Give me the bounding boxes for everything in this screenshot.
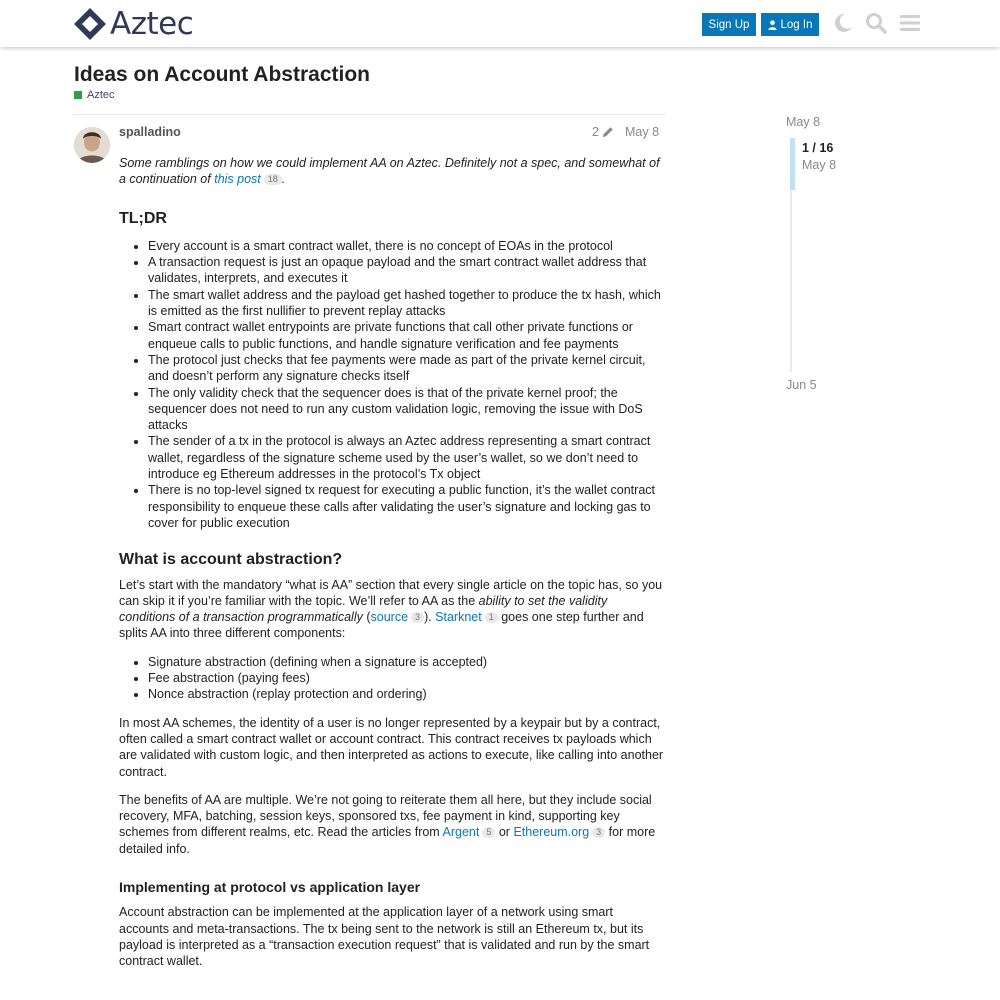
post-intro: Some ramblings on how we could implement AA on Aztec. Definitely not a spec, and somewhat of a continuation of this post 18 . xyxy=(119,156,660,187)
edit-history[interactable] xyxy=(592,125,614,139)
category-badge[interactable] xyxy=(74,89,115,101)
tldr-list xyxy=(148,238,664,531)
timeline-end-date[interactable]: Jun 5 xyxy=(786,378,817,392)
source-link[interactable]: source xyxy=(370,610,409,625)
list-item: • Every account is a smart contract wallet, there is no concept of EOAs in the protocol xyxy=(148,238,664,254)
what-is-aa-heading: What is account abstraction? xyxy=(119,551,343,569)
tldr-heading: TL;DR xyxy=(119,209,167,227)
site-header xyxy=(0,0,1000,47)
topic-timeline xyxy=(786,114,866,394)
dark-mode-toggle-icon[interactable] xyxy=(832,12,854,34)
user-icon xyxy=(768,20,777,30)
category-name: Aztec xyxy=(87,89,115,101)
link-click-count: 18 xyxy=(264,174,282,185)
link-click-count: 5 xyxy=(482,827,495,838)
category-color-swatch xyxy=(74,91,82,99)
list-item: • A transaction request is just an opaque payload and the smart contract wallet address that validates, interprets, and executes it xyxy=(148,254,664,287)
avatar-portrait-icon xyxy=(74,127,110,163)
list-item: • The smart wallet address and the payload get hashed together to produce the tx hash, which is emitted as the first nullifier to prevent replay attacks xyxy=(148,287,664,320)
log-in-label: Log In xyxy=(780,18,813,31)
timeline-position: 1 / 16 xyxy=(802,141,834,155)
log-in-button[interactable] xyxy=(761,13,819,36)
list-item: • The sender of a tx in the protocol is always an Aztec address representing a smart contract wallet, regardless of the signature scheme used by the user’s wallet, so we don’t need to introduce eg Ethereum addresses in the protocol’s Tx object xyxy=(148,433,664,482)
paragraph: Account abstraction can be implemented at the application layer of a network using smart accounts and meta-transactions. The tx being sent to the network is still an Ethereum tx, but its payload is interpreted as a “transaction execution request” that is validated and run by the smart contract wallet. xyxy=(119,905,650,969)
list-item: • Fee abstraction (paying fees) xyxy=(148,670,664,686)
list-item: • Nonce abstraction (replay protection and ordering) xyxy=(148,686,664,702)
timeline-scroll-handle[interactable] xyxy=(790,138,795,190)
topic-title[interactable]: Ideas on Account Abstraction xyxy=(74,63,370,86)
paragraph: In most AA schemes, the identity of a user is no longer represented by a keypair but by a contract, often called a smart contract wallet or account contract. This contract receives tx payloads which are validated with custom logic, and then interpreted as actions to execute, like calling into another contract. xyxy=(119,715,664,779)
this-post-link[interactable]: this post xyxy=(214,172,261,187)
edit-count: 2 xyxy=(592,125,599,139)
list-item: • Smart contract wallet entrypoints are private functions that call other private functions or enqueue calls to public functions, and handle signature verification and fee payments xyxy=(148,319,664,352)
site-logo[interactable] xyxy=(74,6,193,42)
link-click-count: 3 xyxy=(592,827,605,838)
sign-up-button[interactable]: Sign Up xyxy=(702,13,756,36)
post-author[interactable]: spalladino xyxy=(119,125,181,139)
paragraph: The benefits of AA are multiple. We’re not going to reiterate them all here, but they include social recovery, MFA, batching, session keys, sponsored txs, fee payment in kind, supporting key schemes from different realms, etc. Read the articles from Argent 5 or Ethereum.org 3 for more detailed info. xyxy=(119,792,656,856)
divider xyxy=(74,114,666,115)
aztec-diamond-icon xyxy=(74,8,106,40)
timeline-start-date[interactable]: May 8 xyxy=(786,115,821,129)
avatar[interactable] xyxy=(74,127,110,163)
link-click-count: 1 xyxy=(485,612,498,623)
post-body xyxy=(119,155,664,969)
argent-link[interactable]: Argent xyxy=(442,825,480,840)
components-list xyxy=(148,654,664,703)
list-item: • The only validity check that the sequencer does is that of the private kernel proof; the sequencer does not need to run any custom validation logic, removing the issue with DoS attacks xyxy=(148,385,664,434)
paragraph: Let’s start with the mandatory “what is AA” section that every single article on the topic has, so you can skip it if you’re familiar with the topic. We’ll refer to AA as the ability to set the validity conditions of a transaction programmatically (source 3 ). Starknet 1 goes one step further and splits AA into three different components: xyxy=(119,577,663,641)
implementing-heading: Implementing at protocol vs application layer xyxy=(119,878,421,895)
list-item: • There is no top-level signed tx request for executing a public function, it’s the wallet contract responsibility to enqueue these calls after validating the user’s signature and locking gas to cover for public execution xyxy=(148,482,664,531)
ethereum-org-link[interactable]: Ethereum.org xyxy=(513,825,590,840)
pencil-icon xyxy=(602,126,614,138)
link-click-count: 3 xyxy=(411,612,424,623)
timeline-position-date: May 8 xyxy=(802,158,837,172)
hamburger-menu-icon[interactable] xyxy=(899,12,921,34)
starknet-link[interactable]: Starknet xyxy=(435,610,482,625)
list-item: • Signature abstraction (defining when a signature is accepted) xyxy=(148,654,664,670)
list-item: • The protocol just checks that fee payments were made as part of the private kernel circuit, and doesn’t perform any signature checks itself xyxy=(148,352,664,385)
brand-name: Aztec xyxy=(110,6,194,42)
search-icon[interactable] xyxy=(865,12,887,34)
post-date[interactable]: May 8 xyxy=(625,125,660,139)
